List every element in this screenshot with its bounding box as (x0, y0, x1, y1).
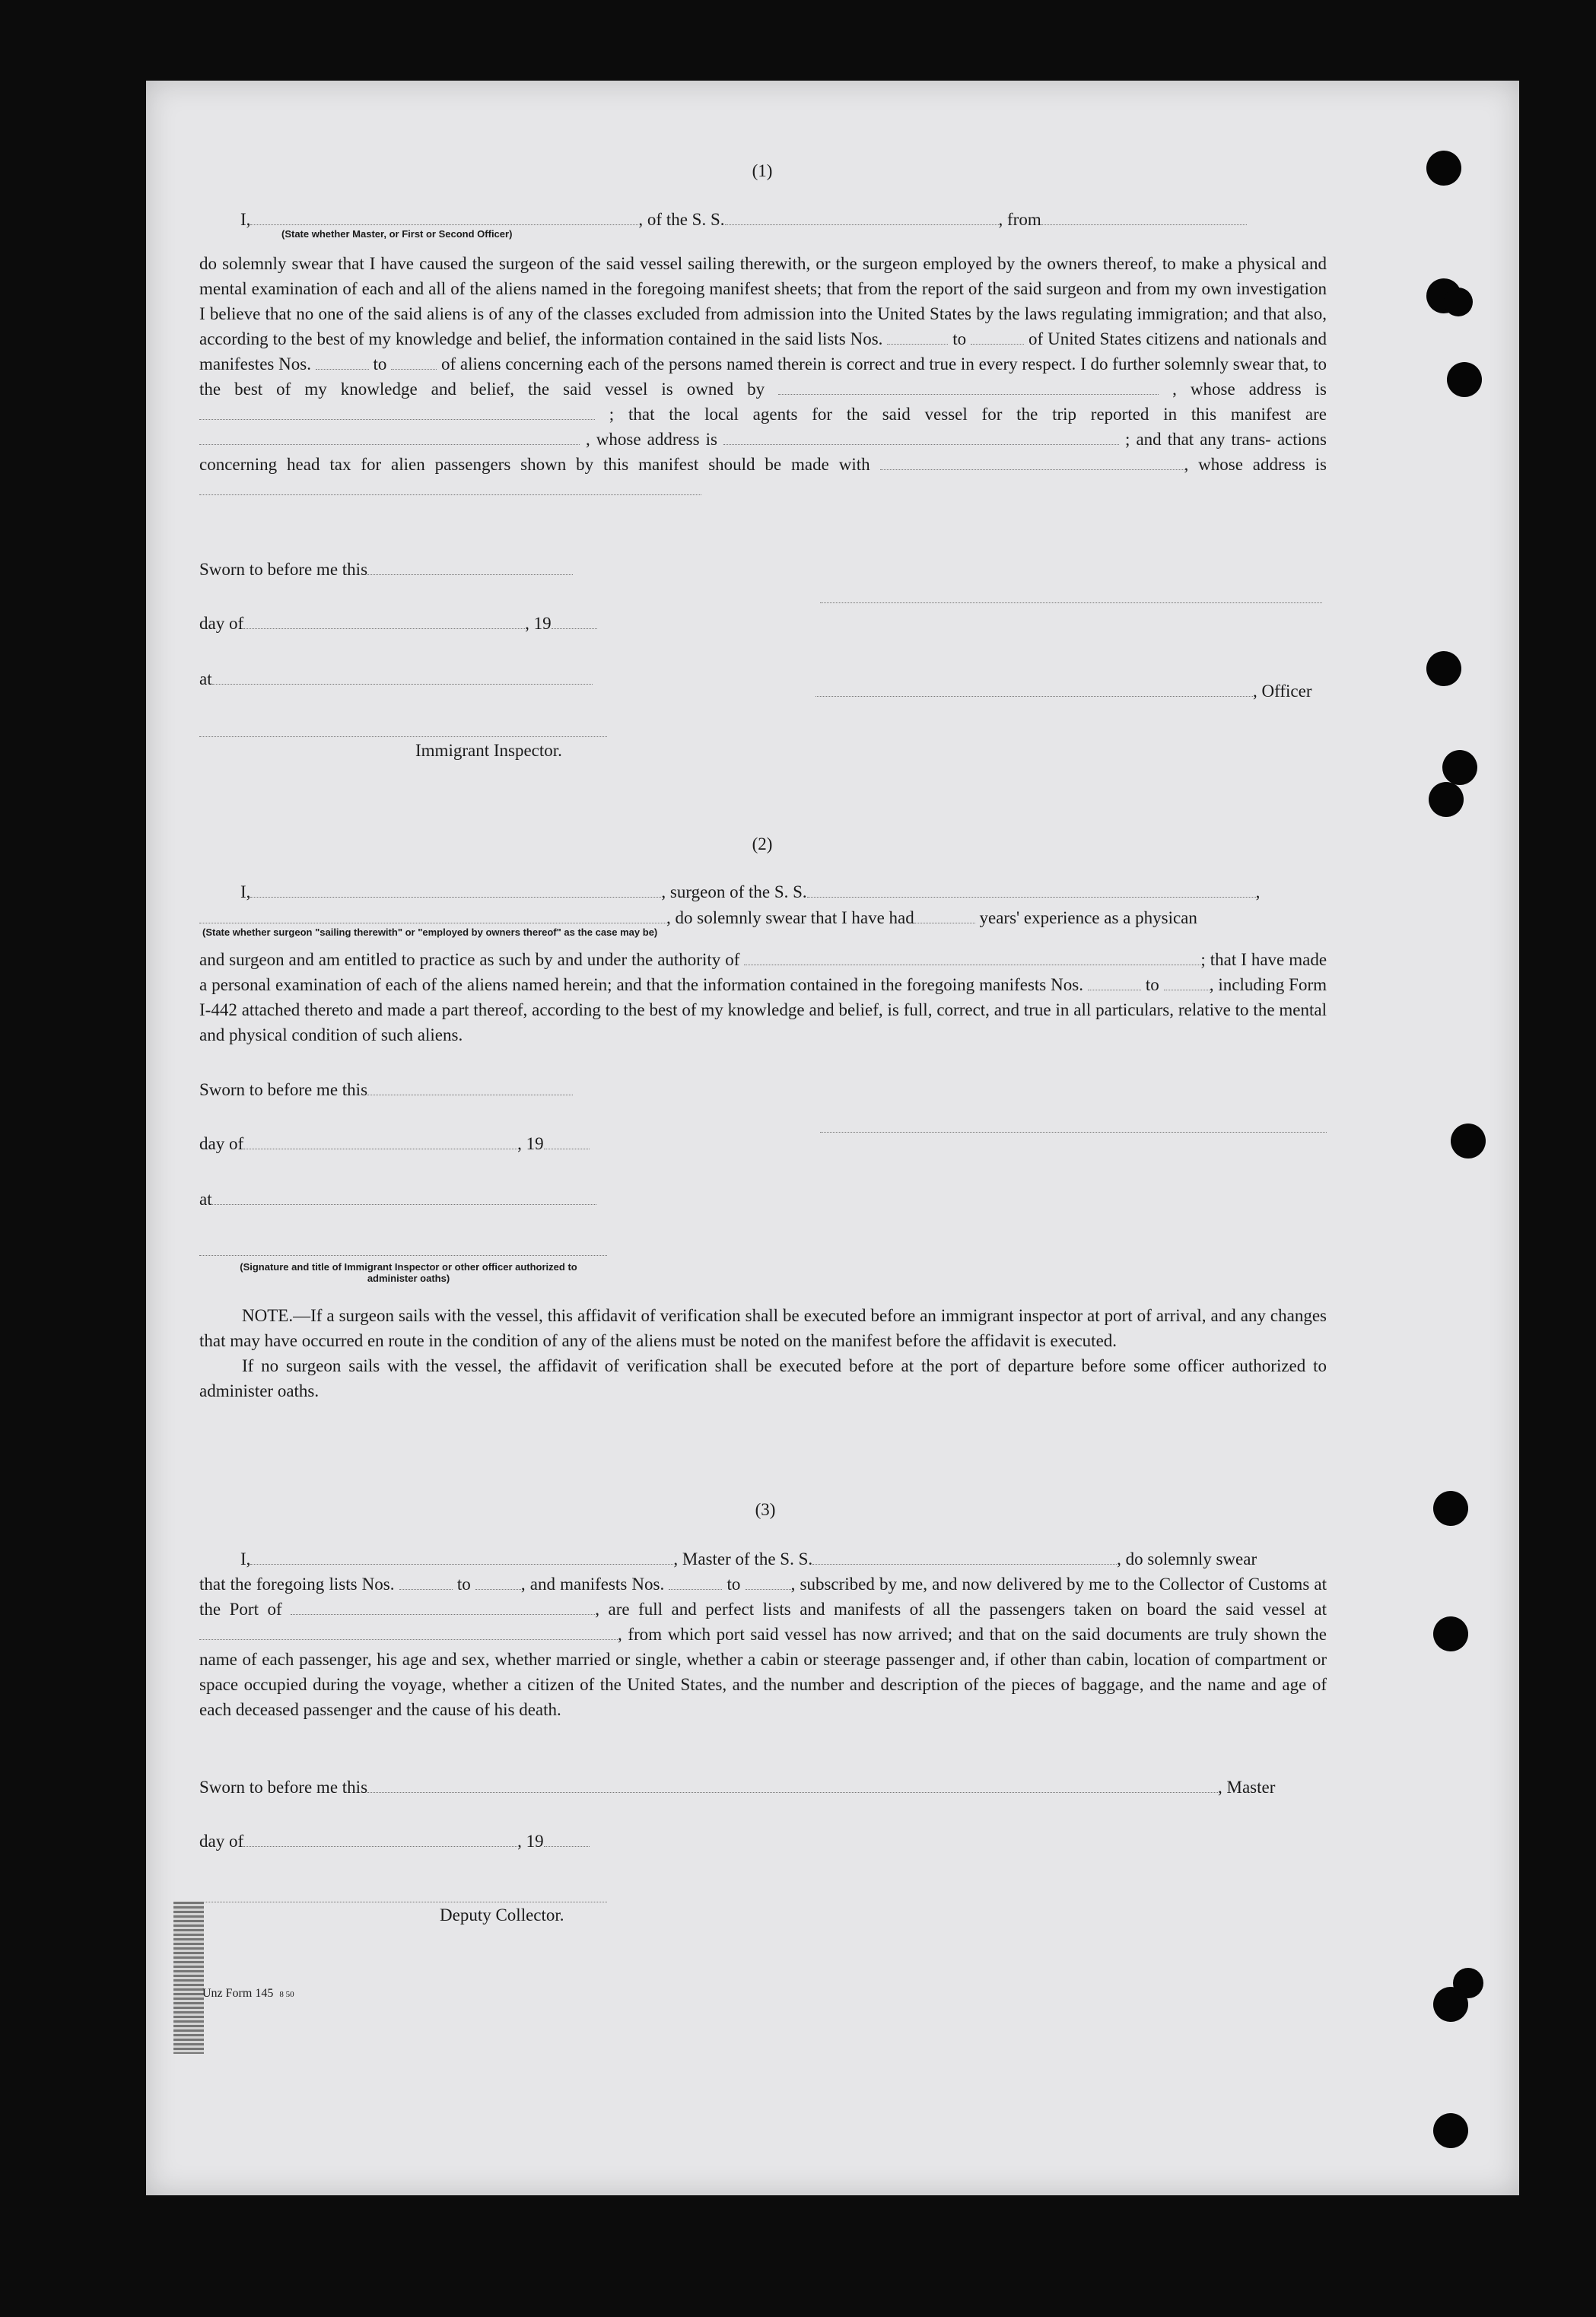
text: , whose address is (586, 430, 717, 449)
note-paragraph-2: If no surgeon sails with the vessel, the affidavit of verification shall be executed before at the port of departure before some officer authorized to administer oaths. (199, 1356, 1327, 1400)
text: to (1145, 975, 1159, 994)
section-2-paragraph: and surgeon and am entitled to practice as such by and under the authority of ; that I have made a personal examination of each of the aliens named herein; and that the information contained in the foregoing manifests Nos. to , including Form I-442 attached thereto and made a part thereof, according to the best of my knowledge and belief, is full, correct, and true in all particulars, relative to the mental and physical condition of such aliens. (199, 947, 1327, 1047)
sworn-line-2 (199, 1077, 573, 1100)
section-2-experience-line (199, 905, 1197, 928)
text: Collector of Customs at the Port of (199, 1575, 1327, 1619)
text: I, (240, 1549, 251, 1569)
sworn-line-1 (199, 557, 573, 580)
text: at (199, 669, 212, 688)
text: of United States citizens and nationals and manifestes Nos. (199, 329, 1327, 373)
sworn-line-3 (199, 1775, 1275, 1797)
text: , from (998, 210, 1041, 229)
punch-hole (1433, 2113, 1468, 2148)
contact-address-field (199, 477, 701, 495)
punch-hole (1429, 782, 1464, 817)
owner-field (778, 377, 1159, 395)
agents-address-field (723, 427, 1119, 445)
section-2-oath-line: I, , surgeon of the S. S. , (240, 879, 1260, 902)
text: , of the S. S. (638, 210, 725, 229)
section-1-body (199, 251, 1327, 502)
day-field (243, 1131, 517, 1149)
section-1-oath-line (240, 207, 1247, 230)
text: , whose address is (1172, 380, 1327, 399)
authority-field (744, 947, 1200, 965)
day-field (243, 611, 525, 629)
manifest-to-field (1164, 972, 1210, 990)
text: , 19 (517, 1832, 544, 1851)
section-1-paragraph: do solemnly swear that I have caused the surgeon of the said vessel sailing therewith, or the surgeon employed by the owners thereof, to make a physical and mental examination of each and all of the aliens named in the foregoing manifest sheets; that from the report of the said surgeon and from my own investigation I believe that no one of the said aliens is of any of the classes excluded from admission into the United States by the laws regulating immigration; and that also, according to the best of my knowledge and belief, the information contained in the said lists Nos. to of United States citizens and nationals and manifestes Nos. to of aliens concerning each of the persons named therein is correct and true in every respect. I do further solemnly swear that, to the best of my knowledge and belief, the said vessel is owned by , whose address is ; that the local agents for the said vessel for the trip reported in this manifest are , whose address is ; and that any trans- actions concerning head tax for alien passengers shown by this manifest should be made with , whose address is (199, 251, 1327, 502)
inspector-signature-line (199, 735, 607, 737)
section-2-number: (2) (752, 834, 773, 853)
text: do solemnly swear that I have caused the surgeon of the said vessel sailing therewith, or the surgeon employed by the owners thereof, to make a physical and mental examination of each and all of the aliens named in the foregoing manifest sheets; that from the report of the said surgeon and from my own investigation I believe that no one of the said aliens is of any of the classes excluded from admission into the United States by the laws regulating immigration; and that also, according to the best of my knowledge and belief, the information contained in the said lists Nos. (199, 254, 1327, 348)
text: years' experience as a physican (979, 908, 1197, 927)
head-tax-contact-field (880, 452, 1184, 470)
text: , Master of the S. S. (673, 1549, 813, 1569)
punch-hole (1451, 1124, 1486, 1158)
text: , and manifests Nos. (520, 1575, 665, 1594)
year-field (544, 1131, 590, 1149)
text: that the foregoing lists Nos. (199, 1575, 395, 1594)
departure-port-field (199, 1622, 618, 1640)
list-to-field (475, 1572, 521, 1590)
sworn-date-field (367, 1077, 573, 1095)
port-field (291, 1597, 595, 1615)
officer-line (815, 679, 1311, 701)
day-of-line-1 (199, 611, 597, 634)
vessel-field (725, 207, 999, 225)
text: ; that the local agents for the said vessel for the trip reported in this manifest are (609, 405, 1327, 424)
text: day of (199, 1832, 244, 1851)
text: to (456, 1575, 471, 1594)
surgeon-signature-line (820, 1130, 1327, 1133)
inspector-signature-line (199, 1254, 607, 1256)
owner-address-field (199, 402, 595, 420)
note-block (199, 1303, 1327, 1403)
text: 8 50 (279, 1990, 294, 1999)
manifest-to-field (391, 351, 437, 370)
day-of-line-3 (199, 1829, 590, 1851)
note-paragraph-1: NOTE.—If a surgeon sails with the vessel, this affidavit of verification shall be executed before an immigrant inspector at port of arrival, and any changes that may have occurred en route in the condition of any of the aliens must be noted on the manifest before the affidavit is executed. (199, 1306, 1327, 1350)
section-3-oath-line (240, 1546, 1257, 1569)
master-name-field (250, 1546, 673, 1565)
text: , do solemnly swear (1117, 1549, 1257, 1569)
manifest-from-field (316, 351, 369, 370)
at-line-2 (199, 1187, 596, 1209)
text: , including Form I-442 attached thereto and made a part thereof, according to the best of my knowledge and belief, is full, correct, and true in all particulars, relative to the mental and physical condition of such aliens. (199, 975, 1327, 1044)
text: day of (199, 1134, 244, 1153)
text: , Officer (1253, 682, 1312, 701)
surgeon-type-field (199, 905, 666, 923)
text: I, (240, 882, 251, 901)
section-3-paragraph (199, 1572, 1327, 1722)
list-from-field (399, 1572, 453, 1590)
officer-signature-line (820, 601, 1322, 603)
manifest-to-field (746, 1572, 791, 1590)
agents-field (199, 427, 580, 445)
section-3-number: (3) (755, 1500, 776, 1519)
officer-rank-note: (State whether Master, or First or Second Officer) (281, 228, 513, 240)
text: actions concerning head tax for alien passengers shown by this manifest should be made with (199, 430, 1327, 474)
text: Unz Form 145 (202, 1987, 274, 2000)
text: that I have made a personal examination of each of the aliens named herein; and that the information contained in the foregoing manifests Nos. (199, 950, 1327, 994)
text: Sworn to before me this (199, 1778, 368, 1797)
text: I, (240, 210, 251, 229)
signature-title-note: (Signature and title of Immigrant Inspector or other officer authorized to administer oaths) (240, 1261, 577, 1284)
form-number (202, 1987, 294, 2001)
officer-field (815, 679, 1253, 697)
sworn-date-field (367, 557, 573, 575)
text: of aliens concerning each of the persons named therein is correct and true in every respect. I do further solemnly swear that, to the best of my knowledge and belief, the said vessel is owned by (199, 354, 1327, 399)
text: to (373, 354, 387, 373)
text: , 19 (525, 614, 552, 633)
punch-hole (1433, 1616, 1468, 1651)
section-1-number: (1) (752, 161, 773, 180)
text: taken on board the said vessel at (1073, 1600, 1327, 1619)
year-field (544, 1829, 590, 1847)
section-2-body (199, 947, 1327, 1047)
punch-hole (1447, 362, 1482, 397)
text: Sworn to before me this (199, 560, 368, 579)
text: , subscribed by me, and now delivered by me to the (790, 1575, 1155, 1594)
years-field (914, 905, 975, 923)
place-field (212, 666, 593, 685)
master-signature-field (367, 1775, 1218, 1793)
punch-hole (1426, 151, 1461, 186)
text: whose address is (1198, 455, 1327, 474)
day-field (243, 1829, 517, 1847)
text: , are full and perfect lists and manifests of all the passengers (595, 1600, 1066, 1619)
port-field (1041, 207, 1247, 225)
text: that on the said documents are truly shown the name of each passenger, his age and sex, whether married or single, whether a cabin or steerage passenger and, if other than cabin, location of compartment or space occupied during the voyage, whether a citizen of the United States, and the number and description of the pieces of baggage, and the name and age of each deceased passenger and the cause of his death. (199, 1625, 1327, 1719)
list-to-field (971, 326, 1024, 345)
text: Sworn to before me this (199, 1080, 368, 1099)
manifest-from-field (1088, 972, 1141, 990)
day-of-line-2 (199, 1131, 590, 1154)
text: to (726, 1575, 741, 1594)
at-line-1 (199, 666, 593, 689)
text: day of (199, 614, 244, 633)
punch-hole (1426, 651, 1461, 686)
text: , from which port said vessel has now arrived; and (618, 1625, 984, 1644)
section-3-body (199, 1572, 1327, 1722)
text: at (199, 1190, 212, 1209)
name-field (250, 207, 638, 225)
surgeon-type-note: (State whether surgeon "sailing therewith" or "employed by owners thereof" as the case may be) (202, 926, 658, 938)
list-from-field (887, 326, 948, 345)
deputy-collector-signature-line (199, 1900, 607, 1902)
text: , 19 (517, 1134, 544, 1153)
vessel-field (807, 879, 1256, 898)
punch-hole (1433, 1987, 1468, 2022)
text: , Master (1218, 1778, 1276, 1797)
punch-hole (1442, 750, 1477, 785)
binding-tape (173, 1902, 204, 2054)
punch-hole (1444, 288, 1473, 316)
text: to (952, 329, 967, 348)
immigrant-inspector-label: Immigrant Inspector. (415, 741, 562, 760)
manifest-from-field (669, 1572, 722, 1590)
vessel-field (812, 1546, 1117, 1565)
year-field (552, 611, 597, 629)
text: , surgeon of the S. S. (661, 882, 807, 901)
surgeon-name-field (250, 879, 661, 898)
deputy-collector-label: Deputy Collector. (440, 1905, 564, 1924)
punch-hole (1433, 1491, 1468, 1526)
text: , do solemnly swear that I have had (666, 908, 914, 927)
place-field (212, 1187, 596, 1205)
text: ; and that any trans- (1125, 430, 1271, 449)
text: and surgeon and am entitled to practice as such by and under the authority of (199, 950, 740, 969)
